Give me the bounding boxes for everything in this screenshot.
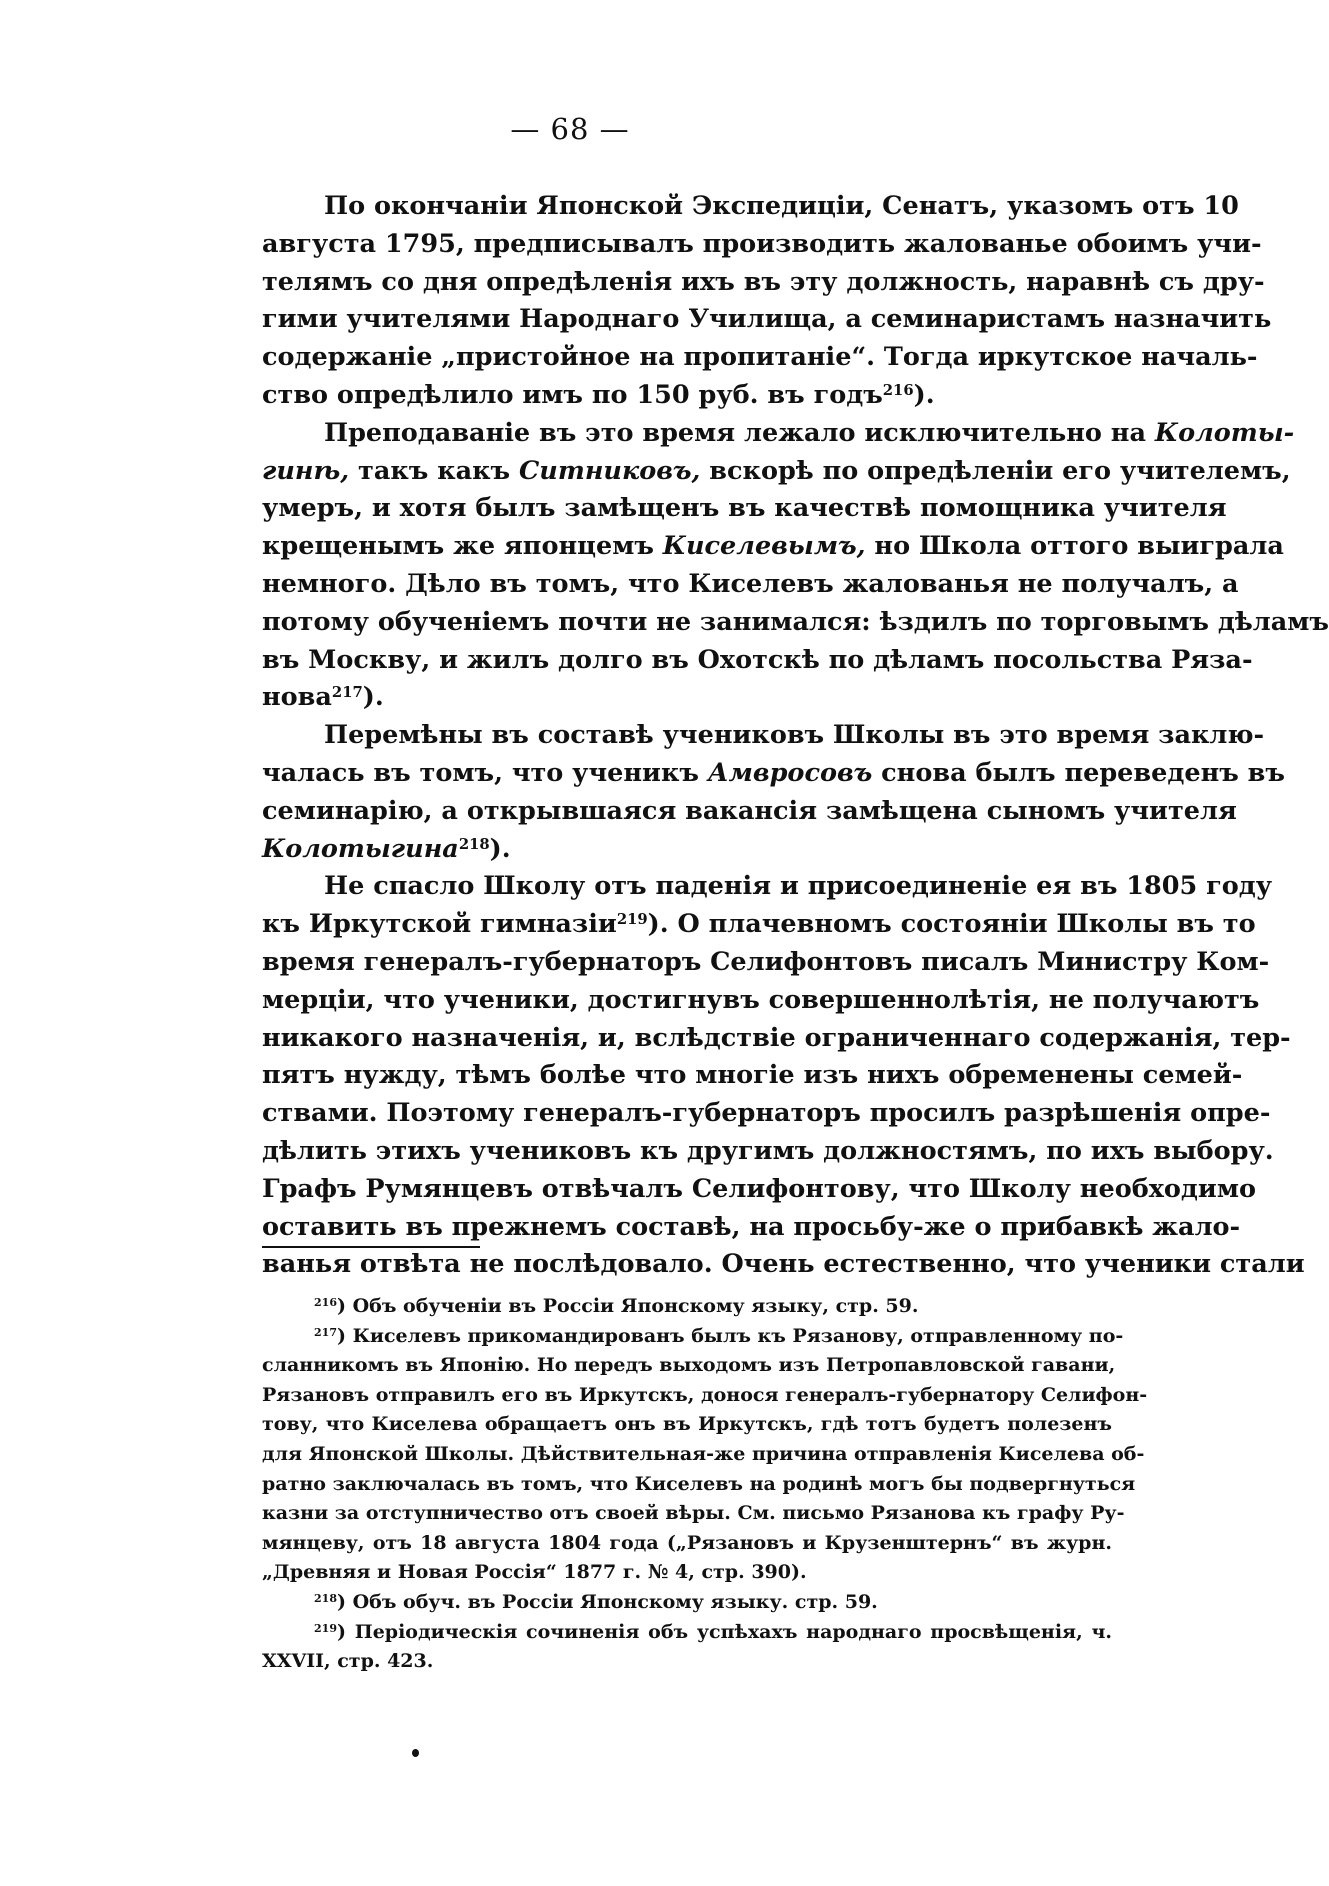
- footnote-ref: 219: [314, 1621, 337, 1635]
- italic-name: Колоты-: [1154, 417, 1295, 448]
- italic-name: гинѣ,: [262, 455, 350, 486]
- body-line: [262, 1057, 1243, 1095]
- body-text: [262, 188, 1329, 1284]
- text-run: крещенымъ же японцемъ: [262, 531, 654, 562]
- text-run: немного. Дѣло въ томъ, что Киселевъ жалованья не получалъ, а: [262, 568, 1239, 599]
- body-line: [262, 528, 1284, 566]
- text-run: мерціи, что ученики, достигнувъ совершеннолѣтія, не получаютъ: [262, 984, 1260, 1015]
- footnote-ref: 217: [331, 684, 363, 702]
- text-run: ) Киселевъ прикомандированъ былъ къ Рязанову, отправленному по-: [337, 1324, 1124, 1347]
- footnote-line: [262, 1647, 1112, 1677]
- body-line: [262, 604, 1329, 642]
- footnote-line: [262, 1618, 1112, 1648]
- footnote-ref: 216: [314, 1295, 337, 1309]
- footnote-line: [262, 1440, 1145, 1470]
- text-run: „Древняя и Новая Россія“ 1877 г. № 4, стр. 390).: [262, 1561, 807, 1584]
- body-line: [262, 1020, 1291, 1058]
- body-line: [262, 831, 1112, 869]
- page-number: — 68 —: [510, 112, 630, 146]
- text-run: Перемѣны въ составѣ учениковъ Школы въ это время заклю-: [324, 720, 1265, 751]
- body-line: [262, 944, 1270, 982]
- body-line: [262, 1095, 1271, 1133]
- italic-name: Киселевымъ,: [662, 531, 866, 562]
- footnote-line: [262, 1292, 1112, 1322]
- text-run: время генералъ-губернаторъ Селифонтовъ писалъ Министру Ком-: [262, 946, 1270, 977]
- text-run: Преподаваніе въ это время лежало исключительно на: [324, 417, 1146, 448]
- footnote-line: [262, 1588, 1112, 1618]
- text-run: ).: [913, 379, 935, 410]
- text-run: телямъ со дня опредѣленія ихъ въ эту должность, наравнѣ съ дру-: [262, 266, 1265, 297]
- body-line: [262, 906, 1256, 944]
- footnote-line: [262, 1351, 1116, 1381]
- body-line: [262, 453, 1291, 491]
- italic-name: Ситниковъ,: [519, 455, 701, 486]
- text-run: мянцеву, отъ 18 августа 1804 года („Рязановъ и Крузенштернъ“ въ журн.: [262, 1531, 1112, 1554]
- body-line: [262, 264, 1265, 302]
- footnote-line: [262, 1558, 1112, 1588]
- text-run: умеръ, и хотя былъ замѣщенъ въ качествѣ помощника учителя: [262, 493, 1227, 524]
- text-run: ванья отвѣта не послѣдовало. Очень естественно, что ученики стали: [262, 1249, 1305, 1280]
- body-line: [262, 490, 1227, 528]
- footnote-line: [262, 1499, 1125, 1529]
- body-line: [262, 755, 1285, 793]
- body-line: [262, 188, 1239, 226]
- body-line: [262, 982, 1260, 1020]
- footnote-line: [262, 1529, 1112, 1559]
- body-line: [262, 566, 1239, 604]
- text-run: По окончаніи Японской Экспедиціи, Сенатъ, указомъ отъ 10: [324, 191, 1239, 221]
- text-run: ствами. Поэтому генералъ-губернаторъ просилъ разрѣшенія опре-: [262, 1098, 1271, 1129]
- text-run: пятъ нужду, тѣмъ болѣе что многіе изъ нихъ обременены семей-: [262, 1060, 1243, 1091]
- footnote-line: [262, 1470, 1136, 1500]
- text-run: ).: [489, 833, 511, 864]
- text-run: Рязановъ отправилъ его въ Иркутскъ, донося генералъ-губернатору Селифон-: [262, 1383, 1148, 1406]
- footnote-line: [262, 1322, 1124, 1352]
- text-run: ).: [362, 682, 384, 713]
- text-run: чалась въ томъ, что ученикъ: [262, 757, 699, 788]
- text-run: потому обученіемъ почти не занимался: ѣздилъ по торговымъ дѣламъ: [262, 606, 1329, 637]
- footnote-divider: [262, 1246, 480, 1248]
- text-run: но Школа оттого выиграла: [874, 531, 1284, 562]
- text-run: гими учителями Народнаго Училища, а семинаристамъ назначить: [262, 304, 1272, 335]
- italic-name: Колотыгина: [262, 833, 459, 864]
- text-run: вскорѣ по опредѣленіи его учителемъ,: [709, 455, 1291, 486]
- body-line: [262, 642, 1253, 680]
- text-run: сланникомъ въ Японію. Но передъ выходомъ изъ Петропавловской гавани,: [262, 1354, 1116, 1377]
- text-run: ) Объ обученіи въ Россіи Японскому языку, стр. 59.: [337, 1295, 919, 1317]
- text-run: къ Иркутской гимназіи: [262, 909, 617, 940]
- text-run: ратно заключалась въ томъ, что Киселевъ на родинѣ могъ бы подвергнуться: [262, 1472, 1136, 1495]
- body-line: [262, 226, 1262, 264]
- text-run: ство опредѣлило имъ по 150 руб. въ годъ: [262, 379, 883, 410]
- footnotes: [262, 1292, 1148, 1677]
- footnote-ref: 217: [314, 1325, 337, 1339]
- footnote-ref: 218: [314, 1591, 337, 1605]
- text-run: нова: [262, 682, 332, 713]
- text-run: тову, что Киселева обращаетъ онъ въ Иркутскъ, гдѣ тотъ будетъ полезенъ: [262, 1413, 1112, 1436]
- text-run: содержаніе „пристойное на пропитаніе“. Тогда иркутское началь-: [262, 342, 1258, 373]
- footnote-line: [262, 1381, 1148, 1411]
- body-line: [262, 1133, 1274, 1171]
- text-run: въ Москву, и жилъ долго въ Охотскѣ по дѣламъ посольства Рязa-: [262, 644, 1253, 675]
- footnote-ref: 219: [616, 911, 648, 929]
- text-run: ) Объ обуч. въ Россіи Японскому языку. стр. 59.: [337, 1590, 878, 1613]
- body-line: [262, 717, 1265, 755]
- text-run: казни за отступничество отъ своей вѣры. См. письмо Рязанова къ графу Ру-: [262, 1502, 1125, 1525]
- text-run: семинарію, а открывшаяся вакансія замѣщена сыномъ учителя: [262, 795, 1237, 826]
- body-line: [262, 868, 1273, 906]
- body-line: [262, 415, 1295, 453]
- footnote-line: [262, 1410, 1112, 1440]
- body-line: [262, 1246, 1305, 1284]
- body-line: [262, 793, 1237, 831]
- ink-dot: [412, 1749, 419, 1757]
- text-run: Графъ Румянцевъ отвѣчалъ Селифонтову, что Школу необходимо: [262, 1173, 1256, 1204]
- italic-name: Амвросовъ: [707, 757, 873, 788]
- body-line: [262, 339, 1258, 377]
- text-run: ). О плачевномъ состояніи Школы въ то: [647, 909, 1256, 940]
- body-line: [262, 301, 1272, 339]
- body-line: [262, 377, 1112, 415]
- text-run: никакого назначенія, и, вслѣдствіе ограниченнаго содержанія, тер-: [262, 1022, 1291, 1053]
- text-run: августа 1795, предписывалъ производить жалованье обоимъ учи-: [262, 228, 1262, 259]
- footnote-ref: 216: [882, 381, 914, 399]
- text-run: такъ какъ: [358, 455, 511, 486]
- body-line: [262, 1171, 1256, 1209]
- text-run: XXVII, стр. 423.: [262, 1650, 434, 1673]
- text-run: дѣлить этихъ учениковъ къ другимъ должностямъ, по ихъ выбору.: [262, 1135, 1274, 1166]
- text-run: ) Періодическія сочиненія объ успѣхахъ народнаго просвѣщенія, ч.: [337, 1620, 1112, 1643]
- body-line: [262, 1209, 1241, 1247]
- text-run: для Японской Школы. Дѣйствительная-же причина отправленія Киселева об-: [262, 1442, 1145, 1465]
- text-run: снова былъ переведенъ въ: [881, 757, 1285, 788]
- footnote-ref: 218: [458, 835, 490, 853]
- text-run: оставить въ прежнемъ составѣ, на просьбу-же о прибавкѣ жало-: [262, 1211, 1241, 1242]
- text-run: Не спасло Школу отъ паденія и присоединеніе ея въ 1805 году: [324, 871, 1273, 902]
- body-line: [262, 679, 1112, 717]
